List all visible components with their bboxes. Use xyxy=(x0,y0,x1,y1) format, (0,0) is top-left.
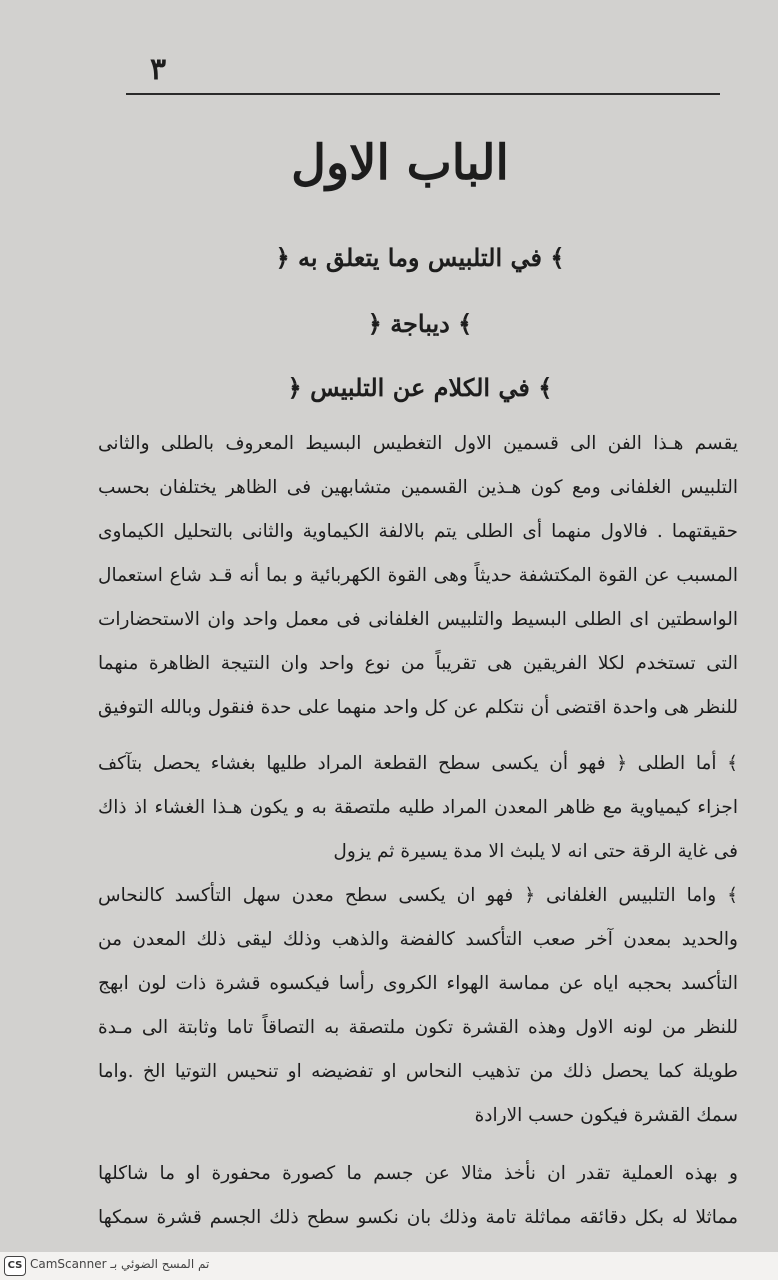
subtitle-topic xyxy=(120,243,720,272)
text-line: التى تستخدم لكلا الفريقين هى تقريباً من نوع واحد وان النتيجة الظاهرة منهما xyxy=(98,653,738,674)
text-line: المسبب عن القوة المكتشفة حديثاً وهى القوة الكهربائية و بما أنه قـد شاع استعمال xyxy=(98,565,738,586)
page-number: ٣ xyxy=(150,52,167,87)
text-line: للنظر هى واحدة اقتضى أن نتكلم عن كل واحد منهما على حدة فنقول وبالله التوفيق xyxy=(98,697,738,718)
ornament-bracket-open: ﴾ xyxy=(550,243,565,272)
text-line: اجزاء كيمياوية مع ظاهر المعدن المراد طليه ملتصقة به و يكون هـذا الغشاء اذ ذاك xyxy=(98,797,738,818)
subtitle-preface-text: ديباجة xyxy=(390,309,450,338)
text-line: التأكسد بحجبه اياه عن مماسة الهواء الكروى رأسا فيكسوه قشرة ذات لون ابهج xyxy=(98,973,738,994)
text-line: حقيقتهما . فالاول منهما أى الطلى يتم بالالفة الكيماوية والثانى بالتحليل الكيماوى xyxy=(98,521,738,542)
text-line: التلبيس الغلفانى ومع كون هـذين القسمين متشابهين فى الظاهر يختلفان بحسب xyxy=(98,477,738,498)
text-line: والحديد بمعدن آخر صعب التأكسد كالفضة والذهب وذلك ليقى ذلك المعدن من xyxy=(98,929,738,950)
ornament-bracket-close: ﴿ xyxy=(367,309,382,338)
text-line: ﴾ أما الطلى ﴿ فهو أن يكسى سطح القطعة المراد طليها بغشاء يحصل بتآكف xyxy=(98,753,738,774)
text-line: مماثلا له بكل دقائقه مماثلة تامة وذلك بان نكسو سطح ذلك الجسم قشرة سمكها xyxy=(98,1207,738,1228)
subtitle-topic-text: في التلبيس وما يتعلق به xyxy=(298,243,542,272)
scanner-watermark-text: تم المسح الضوئي بـ CamScanner xyxy=(30,1257,210,1271)
subtitle-section-text: في الكلام عن التلبيس xyxy=(310,373,530,402)
text-line: طويلة كما يحصل ذلك من تذهيب النحاس او تفضيضه او تنحيس التوتيا الخ .واما xyxy=(98,1061,738,1082)
text-line: للنظر من لونه الاول وهذه القشرة تكون ملتصقة به التصاقاً تاما وثابتة الى مـدة xyxy=(98,1017,738,1038)
ornament-bracket-close: ﴿ xyxy=(275,243,290,272)
ornament-bracket-close: ﴿ xyxy=(287,373,302,402)
chapter-title: الباب الاول xyxy=(291,135,509,191)
camscanner-logo-icon: CS xyxy=(4,1256,26,1276)
text-line: ﴾ واما التلبيس الغلفانى ﴿ فهو ان يكسى سطح معدن سهل التأكسد كالنحاس xyxy=(98,885,738,906)
text-line: و بهذه العملية تقدر ان نأخذ مثالا عن جسم ما كصورة محفورة او ما شاكلها xyxy=(98,1163,738,1184)
subtitle-preface xyxy=(120,309,720,338)
subtitle-section xyxy=(120,373,720,402)
text-line: يقسم هـذا الفن الى قسمين الاول التغطيس البسيط المعروف بالطلى والثانى xyxy=(98,433,738,454)
text-line: سمك القشرة فيكون حسب الارادة xyxy=(474,1105,738,1126)
ornament-bracket-open: ﴾ xyxy=(538,373,553,402)
ornament-bracket-open: ﴾ xyxy=(458,309,473,338)
header-rule xyxy=(126,93,720,95)
text-line: الواسطتين اى الطلى البسيط والتلبيس الغلفانى فى معمل واحد وان الاستحضارات xyxy=(98,609,738,630)
text-line: فى غاية الرقة حتى انه لا يلبث الا مدة يسيرة ثم يزول xyxy=(333,841,738,862)
